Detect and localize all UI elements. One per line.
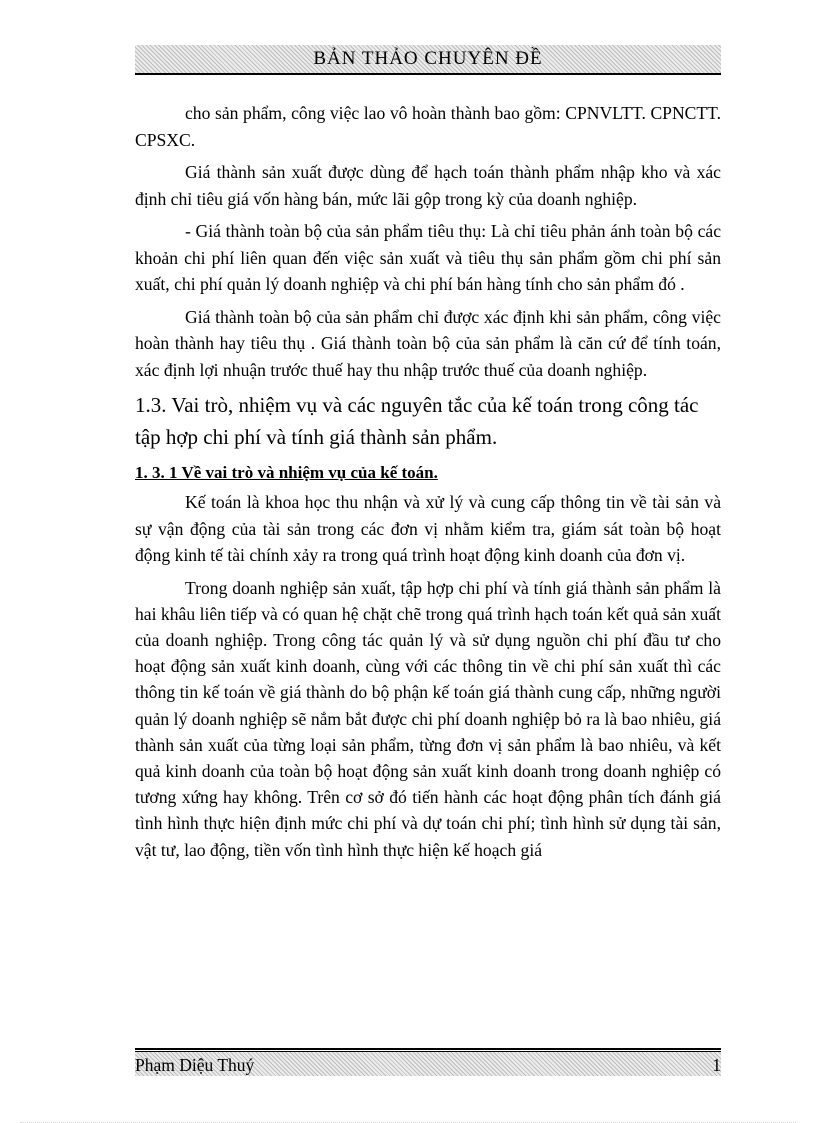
document-body <box>135 100 721 863</box>
paragraph: Trong doanh nghiệp sản xuất, tập hợp chi phí và tính giá thành sản phẩm là hai khâu liên tiếp và có quan hệ chặt chẽ trong quá trình hạch toán kết quả sản xuất của doanh nghiệp. Trong công tác quản lý và sử dụng nguồn chi phí đầu tư cho hoạt động sản xuất kinh doanh, cùng với các thông tin về chi phí sản xuất thì các thông tin kế toán về giá thành do bộ phận kế toán giá thành cung cấp, những người quản lý doanh nghiệp sẽ nắm bắt được chi phí doanh nghiệp bỏ ra là bao nhiêu, giá thành sản xuất của từng loại sản phẩm, từng đơn vị sản phẩm là bao nhiêu, và kết quả kinh doanh của toàn bộ hoạt động sản xuất kinh doanh trong doanh nghiệp có tương xứng hay không. Trên cơ sở đó tiến hành các hoạt động phân tích đánh giá tình hình thực hiện định mức chi phí và dự toán chi phí; tình hình sử dụng tài sản, vật tư, lao động, tiền vốn tình hình thực hiện kế hoạch giá <box>135 577 721 860</box>
page-number: 1 <box>712 1055 721 1075</box>
paragraph: Giá thành toàn bộ của sản phẩm chỉ được xác định khi sản phẩm, công việc hoàn thành hay tiêu thụ . Giá thành toàn bộ của sản phẩm là căn cứ để tính toán, xác định lợi nhuận trước thuế hay thu nhập trước thuế của doanh nghiệp. <box>135 306 721 380</box>
section-heading: 1.3. Vai trò, nhiệm vụ và các nguyên tắc của kế toán trong công tác tập hợp chi phí và tính giá thành sản phẩm. <box>135 393 699 449</box>
paragraph: Kế toán là khoa học thu nhận và xử lý và cung cấp thông tin về tài sản và sự vận động của tài sản trong các đơn vị nhằm kiểm tra, giám sát toàn bộ hoạt động kinh tế tài chính xảy ra trong quá trình hoạt động kinh doanh của đơn vị. <box>135 492 721 565</box>
paragraph: cho sản phẩm, công việc lao vô hoàn thành bao gồm: CPNVLTT. CPNCTT. CPSXC. <box>135 103 721 150</box>
subsection-heading: 1. 3. 1 Về vai trò và nhiệm vụ của kế toán. <box>135 463 438 482</box>
paragraph: Giá thành sản xuất được dùng để hạch toán thành phẩm nhập kho và xác định chỉ tiêu giá vốn hàng bán, mức lãi gộp trong kỳ của doanh nghiệp. <box>135 162 721 209</box>
page-header <box>135 45 721 75</box>
header-title: BẢN THẢO CHUYÊN ĐỀ <box>313 48 543 69</box>
page-footer <box>135 1052 721 1076</box>
paragraph: - Giá thành toàn bộ của sản phẩm tiêu thụ: Là chỉ tiêu phản ánh toàn bộ các khoản chi phí liên quan đến việc sản xuất và tiêu thụ sản phẩm gồm chi phí sản xuất, chi phí quản lý doanh nghiệp và chi phí bán hàng tính cho sản phẩm đó . <box>135 221 721 294</box>
footer-author: Phạm Diệu Thuý <box>135 1055 255 1075</box>
